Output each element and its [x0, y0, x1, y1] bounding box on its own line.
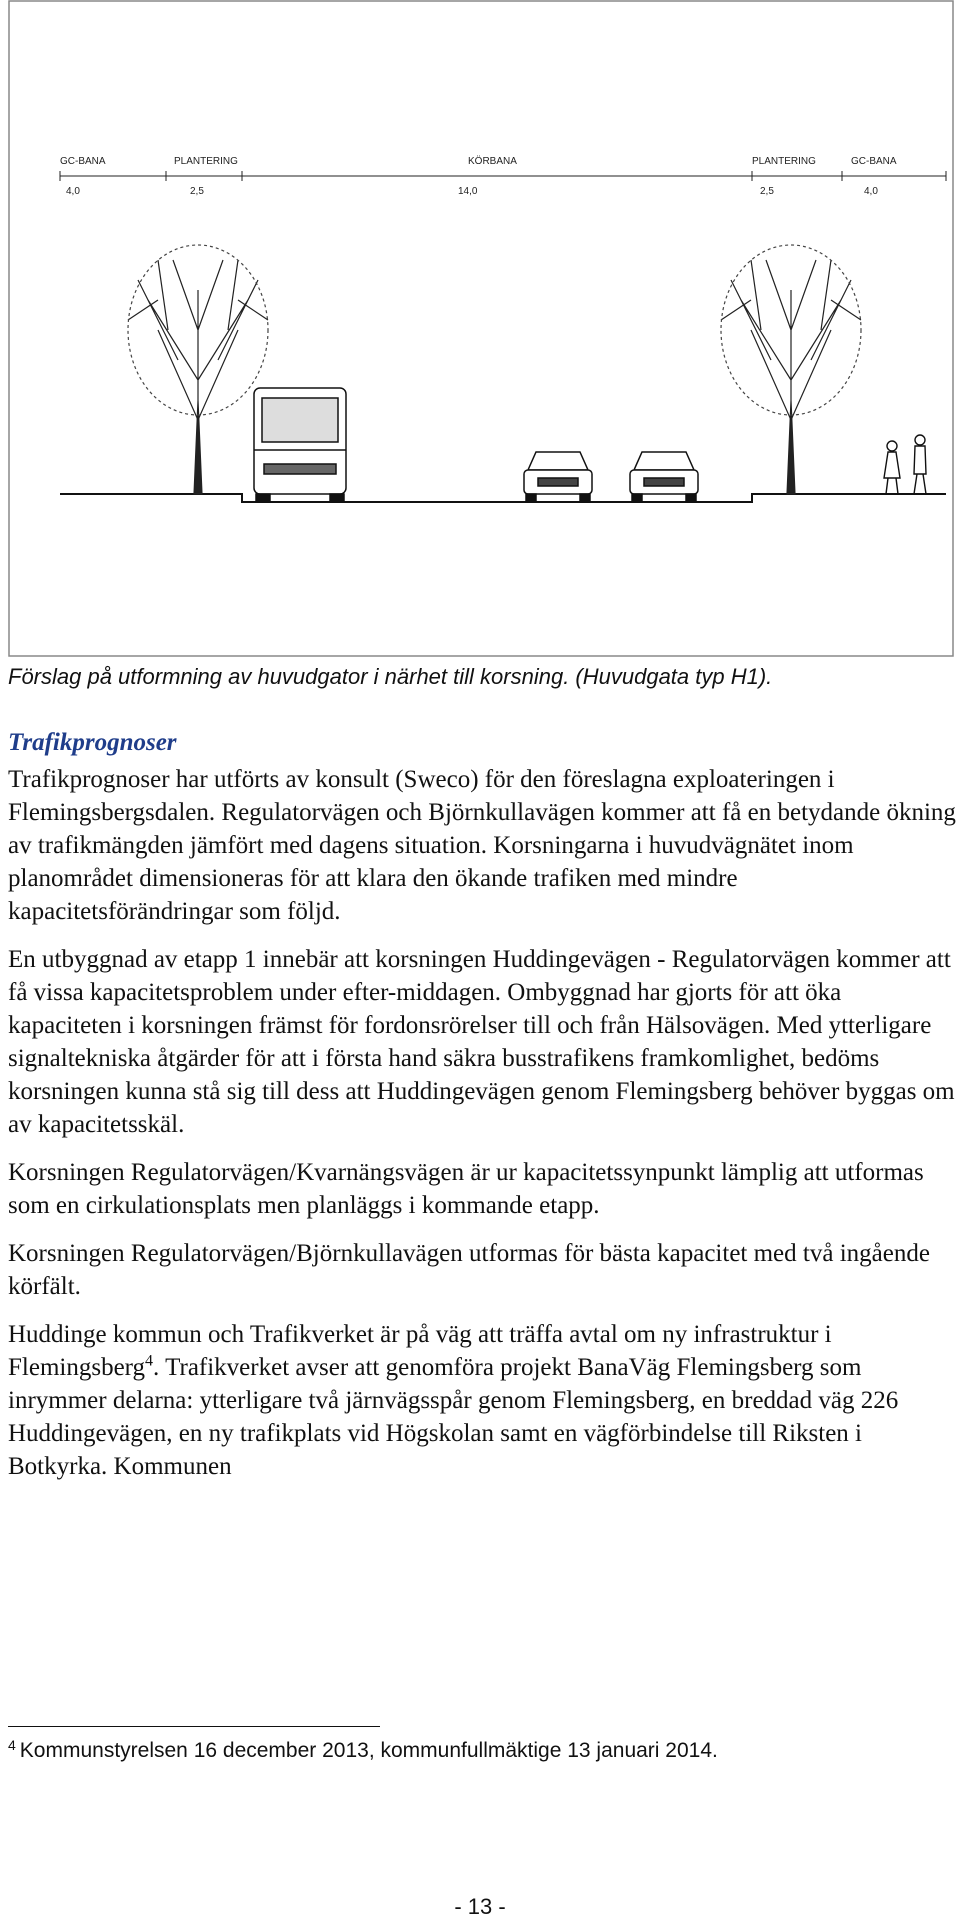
pedestrian-icon [884, 441, 900, 494]
paragraph-text: . Trafikverket avser att genomföra projekt BanaVäg Flemingsberg som inrymmer delarna: ytterligare två järnvägsspår genom Flemingsberg, en breddad väg 226 Huddingevägen, en ny trafikplats vid Högskolan samt en vägförbindelse till Riksten i Botkyrka. Kommunen [8, 1354, 899, 1480]
paragraph: Trafikprognoser har utförts av konsult (Sweco) för den föreslagna exploateringen i Flemingsbergsdalen. Regulatorvägen och Björnkullavägen kommer att få en betydande ökning av trafikmängden jämfört med dagens situation. Korsningarna i huvudvägnätet inom planområdet dimensioneras för att klara den ökande trafiken med mindre kapacitetsförändringar som följd. [8, 766, 956, 925]
section-heading: Trafikprognoser [8, 729, 177, 756]
zone-label-plant-left: PLANTERING [174, 156, 238, 167]
street-section-drawing [8, 0, 954, 660]
body-text [8, 726, 958, 1498]
paragraph: Korsningen Regulatorvägen/Björnkullavägen utformas för bästa kapacitet med två ingående körfält. [8, 1240, 930, 1300]
car-icon [630, 452, 698, 502]
dimension-line [60, 171, 946, 181]
tree-icon [128, 245, 268, 494]
dim-plant-left: 2,5 [190, 186, 204, 197]
footnote [8, 1739, 718, 1763]
dim-road: 14,0 [458, 186, 478, 197]
zone-label-gc-left: GC-BANA [60, 156, 106, 167]
ground-line [60, 494, 946, 502]
footnote-divider [8, 1726, 380, 1727]
pedestrian-icon [914, 435, 926, 494]
dim-gc-left: 4,0 [66, 186, 80, 197]
street-section-figure [8, 0, 954, 660]
footnote-number: 4 [8, 1737, 16, 1753]
car-icon [524, 452, 592, 502]
paragraph [8, 1318, 958, 1483]
dim-plant-right: 2,5 [760, 186, 774, 197]
zone-label-gc-right: GC-BANA [851, 156, 897, 167]
paragraph-text: Huddinge kommun och Trafikverket är på väg att träffa avtal om ny infrastruktur i Flemingsberg [8, 1321, 832, 1381]
bus-icon [254, 388, 346, 502]
tree-icon [721, 245, 861, 494]
paragraph: Korsningen Regulatorvägen/Kvarnängsvägen är ur kapacitetssynpunkt lämplig att utformas som en cirkulationsplats men planläggs i kommande etapp. [8, 1159, 924, 1219]
figure-caption: Förslag på utformning av huvudgator i närhet till korsning. (Huvudgata typ H1). [8, 664, 773, 689]
dim-gc-right: 4,0 [864, 186, 878, 197]
zone-label-plant-right: PLANTERING [752, 156, 816, 167]
paragraph: En utbyggnad av etapp 1 innebär att korsningen Huddingevägen - Regulatorvägen kommer att få vissa kapacitetsproblem under efter-middagen. Ombyggnad har gjorts för att öka kapaciteten i korsningen främst för fordonsrörelser till och från Hälsovägen. Med ytterligare signaltekniska åtgärder för att i första hand säkra busstrafikens framkomlighet, bedöms korsningen kunna stå sig till dess att Huddingevägen genom Flemingsberg behöver byggas om av kapacitetsskäl. [8, 946, 955, 1138]
zone-label-road: KÖRBANA [468, 156, 517, 167]
page-number: - 13 - [454, 1894, 506, 1919]
footnote-ref[interactable]: 4 [145, 1352, 154, 1370]
footnote-text: Kommunstyrelsen 16 december 2013, kommunfullmäktige 13 januari 2014. [19, 1739, 718, 1762]
